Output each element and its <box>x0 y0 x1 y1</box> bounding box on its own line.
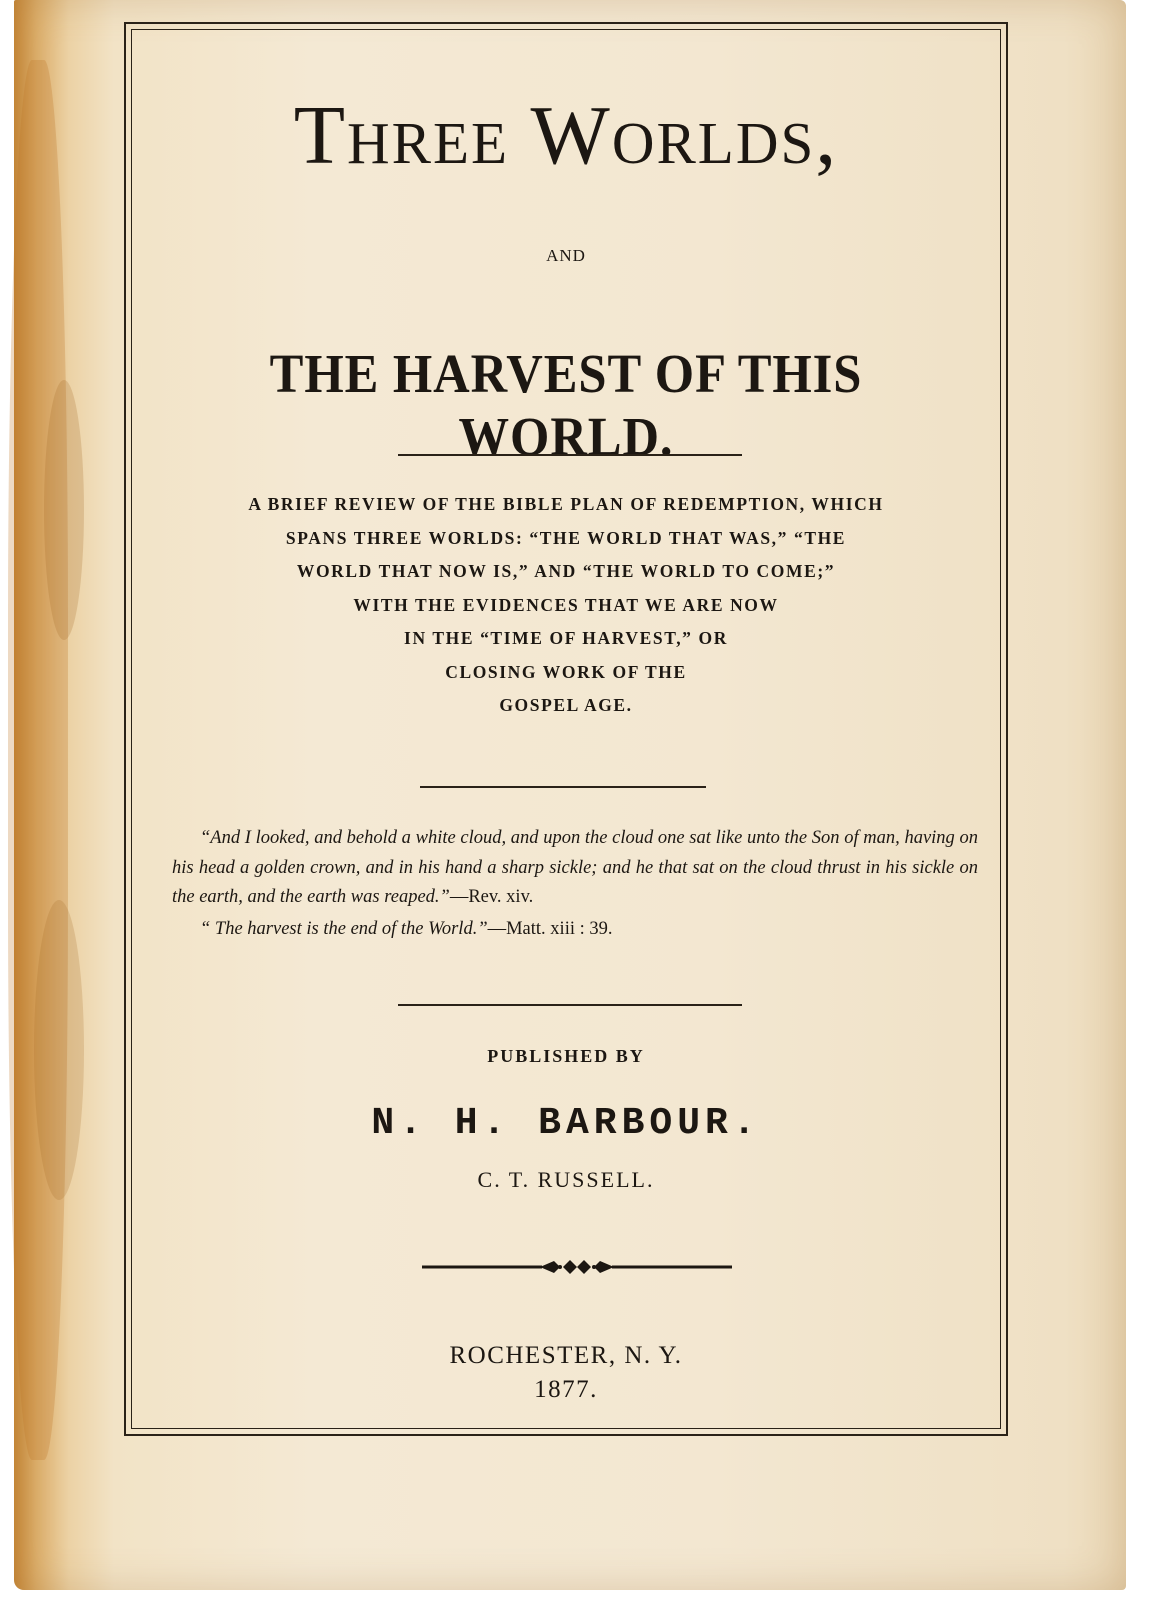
title-conjunction: AND <box>546 246 586 265</box>
revelation-quote <box>172 824 978 913</box>
imprint-city: ROCHESTER, N. Y. <box>449 1342 683 1369</box>
description-line: WORLD THAT NOW IS,” AND “THE WORLD TO COME;” <box>296 561 836 581</box>
book-page <box>14 0 1126 1590</box>
scripture-quotes <box>172 824 978 944</box>
description-line: SPANS THREE WORLDS: “THE WORLD THAT WAS,” “THE <box>285 527 847 548</box>
age-stain <box>8 60 68 1460</box>
book-title: Three Worlds, <box>293 89 839 182</box>
ornament-divider-icon <box>422 1256 732 1278</box>
age-stain <box>44 380 84 640</box>
publisher-name-barbour: N. H. BARBOUR. <box>371 1102 761 1145</box>
divider-rule <box>398 454 742 456</box>
age-stain <box>34 900 84 1200</box>
page-border-inner <box>131 29 1001 1429</box>
revelation-reference: —Rev. xiv. <box>449 887 534 907</box>
divider-rule <box>420 786 706 788</box>
matthew-reference: —Matt. xiii : 39. <box>487 918 613 939</box>
description-line: WITH THE EVIDENCES THAT WE ARE NOW <box>353 594 779 615</box>
published-by-label: PUBLISHED BY <box>487 1046 645 1066</box>
revelation-quote-text: “And I looked, and behold a white cloud, and upon the cloud one sat like unto the Son of man, having on his head a golden crown, and in his hand a sharp sickle; and he that sat on the cloud thrust in his sickle on the earth, and the earth was reaped.” <box>172 828 978 907</box>
publisher-name-russell: C. T. RUSSELL. <box>477 1167 655 1192</box>
page-border <box>124 22 1008 1436</box>
description-block <box>156 488 976 723</box>
divider-rule <box>398 1004 742 1006</box>
imprint-year: 1877. <box>534 1376 598 1403</box>
description-line: IN THE “TIME OF HARVEST,” OR <box>404 628 728 648</box>
book-subtitle: THE HARVEST OF THIS WORLD. <box>269 343 863 467</box>
description-line: CLOSING WORK OF THE <box>445 661 687 682</box>
matthew-quote <box>172 915 978 945</box>
description-line: A BRIEF REVIEW OF THE BIBLE PLAN OF REDEMPTION, WHICH <box>248 494 884 514</box>
matthew-quote-text: “ The harvest is the end of the World.” <box>200 918 488 939</box>
description-line: GOSPEL AGE. <box>499 695 633 715</box>
